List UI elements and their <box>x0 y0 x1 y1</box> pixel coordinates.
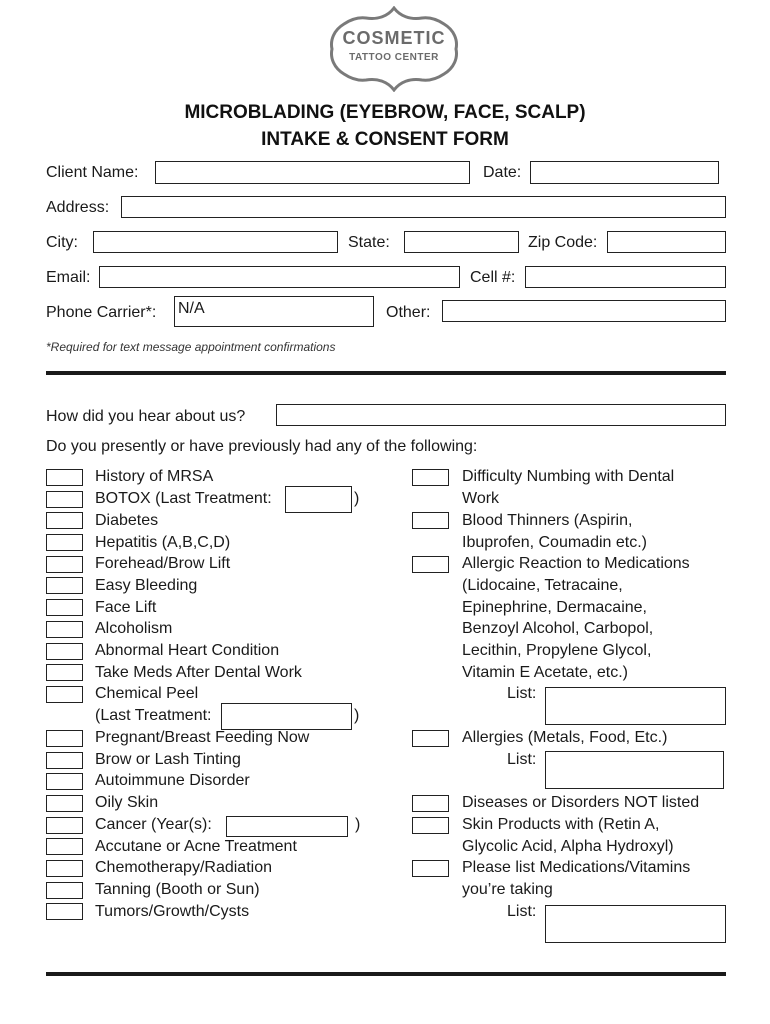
client-name-input[interactable] <box>155 161 470 184</box>
checkbox-botox[interactable] <box>46 491 83 508</box>
allergic-list-input[interactable] <box>545 687 726 725</box>
conditions-question: Do you presently or have previously had any of the following: <box>46 438 478 455</box>
checkbox-peel[interactable] <box>46 686 83 703</box>
item-allergic-line6: Vitamin E Acetate, etc.) <box>462 664 629 681</box>
item-skin-line2: Glycolic Acid, Alpha Hydroxyl) <box>462 838 674 855</box>
checkbox-facelift[interactable] <box>46 599 83 616</box>
logo-badge <box>326 6 462 92</box>
item-peel-last: (Last Treatment: <box>95 707 212 724</box>
item-diabetes: Diabetes <box>95 512 159 529</box>
form-title-line2: INTAKE & CONSENT FORM <box>261 129 509 150</box>
city-label: City: <box>46 234 78 251</box>
item-meds-line1: Please list Medications/Vitamins <box>462 859 691 876</box>
checkbox-medications[interactable] <box>412 860 449 877</box>
logo-frame-icon <box>326 6 462 92</box>
item-forehead: Forehead/Brow Lift <box>95 555 231 572</box>
item-tumors: Tumors/Growth/Cysts <box>95 903 250 920</box>
zip-label: Zip Code: <box>528 234 598 251</box>
section-divider <box>46 371 726 375</box>
checkbox-chemo[interactable] <box>46 860 83 877</box>
item-cancer: Cancer (Year(s): <box>95 816 212 833</box>
checkbox-bleeding[interactable] <box>46 577 83 594</box>
other-label: Other: <box>386 304 431 321</box>
item-allergic-line3: Epinephrine, Dermacaine, <box>462 599 647 616</box>
email-input[interactable] <box>99 266 460 288</box>
date-input[interactable] <box>530 161 719 184</box>
item-mrsa: History of MRSA <box>95 468 214 485</box>
hear-about-input[interactable] <box>276 404 726 426</box>
checkbox-autoimmune[interactable] <box>46 773 83 790</box>
address-input[interactable] <box>121 196 726 218</box>
bottom-divider <box>46 972 726 976</box>
logo-text-sub: TATTOO CENTER <box>349 52 439 63</box>
checkbox-diseases[interactable] <box>412 795 449 812</box>
item-allergic-line4: Benzoyl Alcohol, Carbopol, <box>462 620 654 637</box>
item-autoimmune: Autoimmune Disorder <box>95 772 250 789</box>
phone-carrier-input[interactable]: N/A <box>174 296 374 327</box>
state-label: State: <box>348 234 390 251</box>
item-alcoholism: Alcoholism <box>95 620 173 637</box>
item-tinting: Brow or Lash Tinting <box>95 751 241 768</box>
date-label: Date: <box>483 164 522 181</box>
item-numbing-line1: Difficulty Numbing with Dental <box>462 468 675 485</box>
email-label: Email: <box>46 269 91 286</box>
checkbox-tanning[interactable] <box>46 882 83 899</box>
medications-list-label: List: <box>507 903 537 920</box>
item-skin-line1: Skin Products with (Retin A, <box>462 816 660 833</box>
item-allergic-line5: Lecithin, Propylene Glycol, <box>462 642 652 659</box>
item-peel: Chemical Peel <box>95 685 199 702</box>
item-thinners-line2: Ibuprofen, Coumadin etc.) <box>462 534 647 551</box>
item-bleeding: Easy Bleeding <box>95 577 198 594</box>
item-hepatitis: Hepatitis (A,B,C,D) <box>95 534 231 551</box>
cell-input[interactable] <box>525 266 726 288</box>
item-meds-dental: Take Meds After Dental Work <box>95 664 302 681</box>
botox-date-input[interactable] <box>285 486 352 513</box>
phone-carrier-label: Phone Carrier*: <box>46 304 157 321</box>
checkbox-hepatitis[interactable] <box>46 534 83 551</box>
checkbox-allergies[interactable] <box>412 730 449 747</box>
checkbox-diabetes[interactable] <box>46 512 83 529</box>
logo-text-main: COSMETIC <box>342 28 446 48</box>
item-accutane: Accutane or Acne Treatment <box>95 838 297 855</box>
peel-close-paren: ) <box>354 707 360 724</box>
checkbox-mrsa[interactable] <box>46 469 83 486</box>
medications-list-input[interactable] <box>545 905 726 943</box>
checkbox-heart[interactable] <box>46 643 83 660</box>
item-pregnant: Pregnant/Breast Feeding Now <box>95 729 310 746</box>
cell-label: Cell #: <box>470 269 516 286</box>
checkbox-meds-dental[interactable] <box>46 664 83 681</box>
state-input[interactable] <box>404 231 519 253</box>
item-tanning: Tanning (Booth or Sun) <box>95 881 260 898</box>
form-title-line1: MICROBLADING (EYEBROW, FACE, SCALP) <box>184 102 586 123</box>
checkbox-pregnant[interactable] <box>46 730 83 747</box>
cancer-close-paren: ) <box>355 816 361 833</box>
item-heart: Abnormal Heart Condition <box>95 642 280 659</box>
other-carrier-input[interactable] <box>442 300 726 322</box>
city-input[interactable] <box>93 231 338 253</box>
peel-date-input[interactable] <box>221 703 352 730</box>
checkbox-allergic[interactable] <box>412 556 449 573</box>
item-allergies: Allergies (Metals, Food, Etc.) <box>462 729 668 746</box>
allergic-list-label: List: <box>507 685 537 702</box>
botox-close-paren: ) <box>354 490 360 507</box>
address-label: Address: <box>46 199 110 216</box>
item-botox: BOTOX (Last Treatment: <box>95 490 272 507</box>
checkbox-oily[interactable] <box>46 795 83 812</box>
checkbox-tumors[interactable] <box>46 903 83 920</box>
item-chemo: Chemotherapy/Radiation <box>95 859 272 876</box>
item-meds-line2: you’re taking <box>462 881 553 898</box>
checkbox-numbing[interactable] <box>412 469 449 486</box>
zip-input[interactable] <box>607 231 726 253</box>
checkbox-accutane[interactable] <box>46 838 83 855</box>
item-numbing-line2: Work <box>462 490 500 507</box>
checkbox-thinners[interactable] <box>412 512 449 529</box>
item-allergic-line2: (Lidocaine, Tetracaine, <box>462 577 623 594</box>
allergies-list-label: List: <box>507 751 537 768</box>
checkbox-forehead[interactable] <box>46 556 83 573</box>
hear-about-label: How did you hear about us? <box>46 408 246 425</box>
item-allergic-line1: Allergic Reaction to Medications <box>462 555 690 572</box>
checkbox-cancer[interactable] <box>46 817 83 834</box>
item-diseases: Diseases or Disorders NOT listed <box>462 794 700 811</box>
client-name-label: Client Name: <box>46 164 139 181</box>
cancer-years-input[interactable] <box>226 816 348 837</box>
allergies-list-input[interactable] <box>545 751 724 789</box>
checkbox-alcoholism[interactable] <box>46 621 83 638</box>
item-thinners-line1: Blood Thinners (Aspirin, <box>462 512 633 529</box>
required-note: *Required for text message appointment confirmations <box>46 340 336 354</box>
checkbox-tinting[interactable] <box>46 752 83 769</box>
checkbox-skin-products[interactable] <box>412 817 449 834</box>
item-facelift: Face Lift <box>95 599 157 616</box>
item-oily: Oily Skin <box>95 794 159 811</box>
